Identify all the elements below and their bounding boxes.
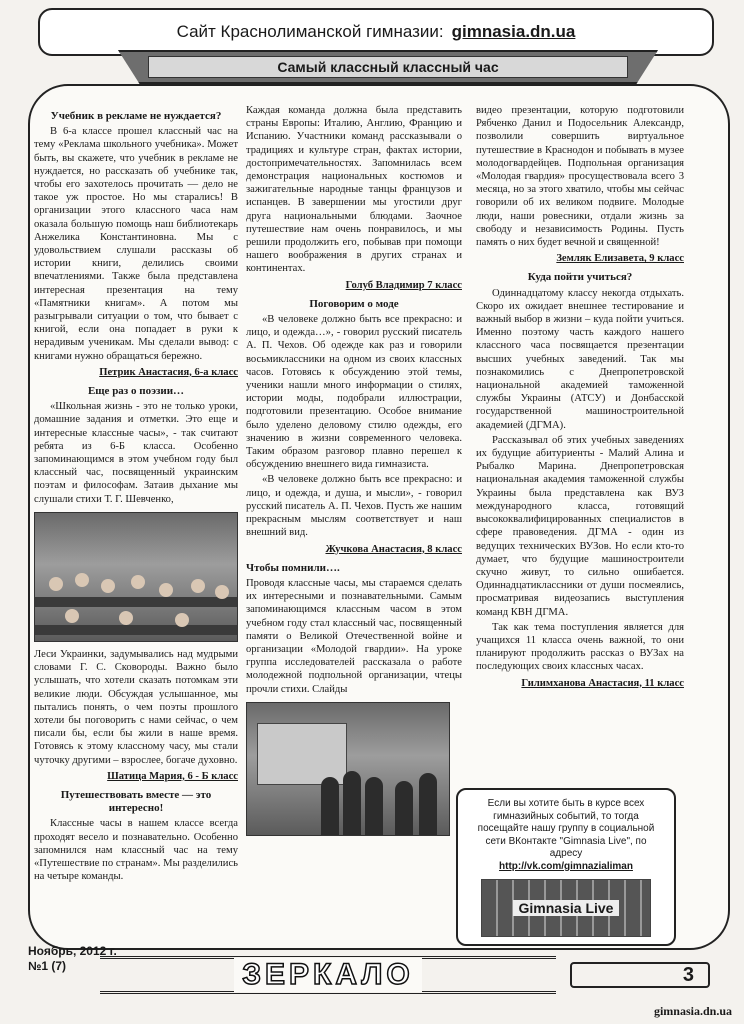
ad-text: Если вы хотите быть в курсе всех гимназийных событий, то тогда посещайте нашу группу в социальной сети ВКонтакте "Gimnasia Live", по адресу: [477, 798, 655, 859]
article-text: Одиннадцатому классу некогда отдыхать. Скоро их ожидает внешнее тестирование и важный выбор в жизни – куда пойти учиться. Именно поэтому часть каждого нашего классного часа посвящается презентации высших учебных заведений. Так мы познакомились с Днепропетровской национальной академией таможенной службы Украины (АТСУ) и Донбасской государственной машиностроительной академией (ДГМА).: [476, 287, 684, 431]
article-text: Рассказывал об этих учебных заведениях их будущие абитуриенты - Малий Алина и Рыбалко Марина. Днепропетровская национальная академия таможенной службы Украины была представлена как ВУЗ международного класса, готовящий высококвалифицированных специалистов в сфере правоведения. ДГМА - один из ведущих технических ВУЗов. Но если кто-то думает, что будущие машиностроители скучно живут, то сильно ошибается. Одиннадцатиклассники от души посмеялись, просматривая видеозапись выступления команд КВН ДГМА.: [476, 434, 684, 618]
article-signature: Земляк Елизавета, 9 класс: [556, 253, 684, 265]
gimnasia-live-logo: [481, 879, 651, 937]
logo-text: Gimnasia Live: [513, 900, 620, 917]
article-signature: Шатица Мария, 6 - Б класс: [107, 770, 238, 782]
article-signature: Жучкова Анастасия, 8 класс: [325, 543, 462, 555]
footer-site: gimnasia.dn.ua: [653, 1004, 732, 1018]
article-text: Каждая команда должна была представить страны Европы: Италию, Англию, Францию и Испанию. Участники команд рассказывали о традициях и культуре стран, фактах истории, достопримечательностях. Запомнилась всем демонстрация национальных костюмов и зажигательные народные танцы французов и испанцев. В завершении мы угостили друг друга национальными блюдами. Заочное путешествие нам очень понравилось, и мы решили продолжить его, побывав при помощи нашего воображения в других странах и континентах.: [246, 105, 462, 275]
vk-group-ad: [456, 788, 676, 946]
page-number: 3: [570, 962, 710, 988]
article-text: «В человеке должно быть все прекрасно: и лицо, и одежда, и душа, и мысли», - говорил русский писатель А. П. Чехов. Пусть же нашим прекрасным мыслям соответствует и наш внешний вид.: [246, 474, 462, 539]
article-title: Чтобы помнили….: [246, 561, 340, 574]
article-signature: Петрик Анастасия, 6-а класс: [99, 366, 238, 378]
classroom-photo: [34, 512, 238, 642]
vk-group-link[interactable]: http://vk.com/gimnazialiman: [499, 860, 633, 872]
article-signature: Гилимханова Анастасия, 11 класс: [521, 677, 684, 689]
masthead: [100, 956, 556, 994]
article-title: Путешествовать вместе — это интересно!: [60, 788, 212, 815]
newspaper-name: ЗЕРКАЛО: [234, 958, 422, 992]
article-text: видео презентации, которую подготовили Рябченко Данил и Подосельник Александр, позволили совершить виртуальное путешествие в Краснодон и побывать в музее молодогвардейцев. Подпольная организация «Молодая гвардия» просуществовала всего 3 месяца, но за этого хватило, чтобы мы сейчас говорили об их великом подвиге. Молодые люди, наши ровесники, отдали жизнь за свободу и независимость Родины. Пусть память о них будет вечной и священной!: [476, 105, 684, 249]
site-label: Сайт Краснолиманской гимназии:: [176, 22, 444, 41]
article-text: Классные часы в нашем классе всегда проходят весело и познавательно. Особенно запомнился нам классный час на тему «Путешествие по странам». Мы разделились на четыре команды.: [34, 818, 238, 883]
issue-date: Ноябрь, 2012 г.: [28, 944, 117, 958]
article-text: «В человеке должно быть все прекрасно: и лицо, и одежда…», - говорил русский писатель А. П. Чехов. Об одежде как раз и говорили восьмиклассники на одном из своих классных часов. Готовясь к обсуждению этой темы, ученики нашли много информации о стилях, истории моды, подобрали иллюстрации, подготовили презентацию. Особое внимание было уделено деловому стилю одежды, его значению в жизни современного человека. Таким образом разговор плавно перешел к обсуждению внешнего вида гимназиста.: [246, 314, 462, 471]
site-header: [38, 8, 714, 56]
article-signature: Голуб Владимир 7 класс: [345, 279, 462, 291]
article-title: Еще раз о поэзии…: [87, 385, 185, 398]
article-title: Учебник в рекламе не нуждается?: [50, 110, 222, 122]
article-text: Так как тема поступления является для учащихся 11 класса очень важной, то они планируют продолжить рассказ о ВУЗах на последующих своих классных часах.: [476, 621, 684, 673]
article-text: «Школьная жизнь - это не только уроки, домашние задания и отметки. Это еще и интересные классные часы», - так считают ребята из 6-Б класса. Особенно запоминающимся в этом учебном году был классный час, посвященный украинским поэтам и философам. Затаив дыхание мы слушали стихи Т. Г. Шевченко,: [34, 401, 238, 505]
event-photo: [246, 702, 450, 836]
column-1: [34, 104, 238, 885]
article-title: Поговорим о моде: [309, 297, 399, 310]
article-text: В 6-а классе прошел классный час на тему «Реклама школьного учебника». Может быть, вы скажете, что учебник в рекламе не нуждается, но рассказать об учебнике так, чтобы его захотелось прочитать — дело не такое уж простое. Но мы старались! В организации этого классного часа нам оказала большую помощь наш библиотекарь Анжелика Константиновна. Мы с удовольствием слушали рассказы об истории книги, делились своими впечатлениями. Также была представлена интересная презентация на тему «Памятники книгам». А потом мы разыгрывали ситуации о том, что бывает с книгой, если она попадает в руки к нерадивым ученикам. Мы сделали вывод: с книгами нужно обращаться бережно.: [34, 126, 238, 362]
article-text: Проводя классные часы, мы стараемся сделать их интересными и познавательными. Самым запоминающимся классным часом в этом учебном году стал классный час, посвященный памяти о Великой Отечественной войне и организации «Молодой гвардии». На уроке группа исследователей рассказала о работе молодежной подпольной организации, чтецы прочли стихи. Слайды: [246, 577, 462, 695]
article-text: Леси Украинки, задумывались над мудрыми словами Г. С. Сковороды. Важно было услышать, что хотели сказать потомкам эти великие люди. Обсуждая услышанное, мы пытались понять, о чем поэты прошлого хотели бы поговорить с нами сейчас, о чем писали бы, если бы жили в наше время. Готовясь к этому классному часу, мы стали чуточку другими – взрослее, богаче духовно.: [34, 648, 238, 766]
column-3: [476, 104, 684, 696]
column-2: [246, 104, 462, 836]
section-title: Самый классный классный час: [148, 56, 628, 78]
issue-number: №1 (7): [28, 959, 67, 973]
article-title: Куда пойти учиться?: [527, 271, 633, 284]
site-url-link[interactable]: gimnasia.dn.ua: [451, 22, 576, 41]
